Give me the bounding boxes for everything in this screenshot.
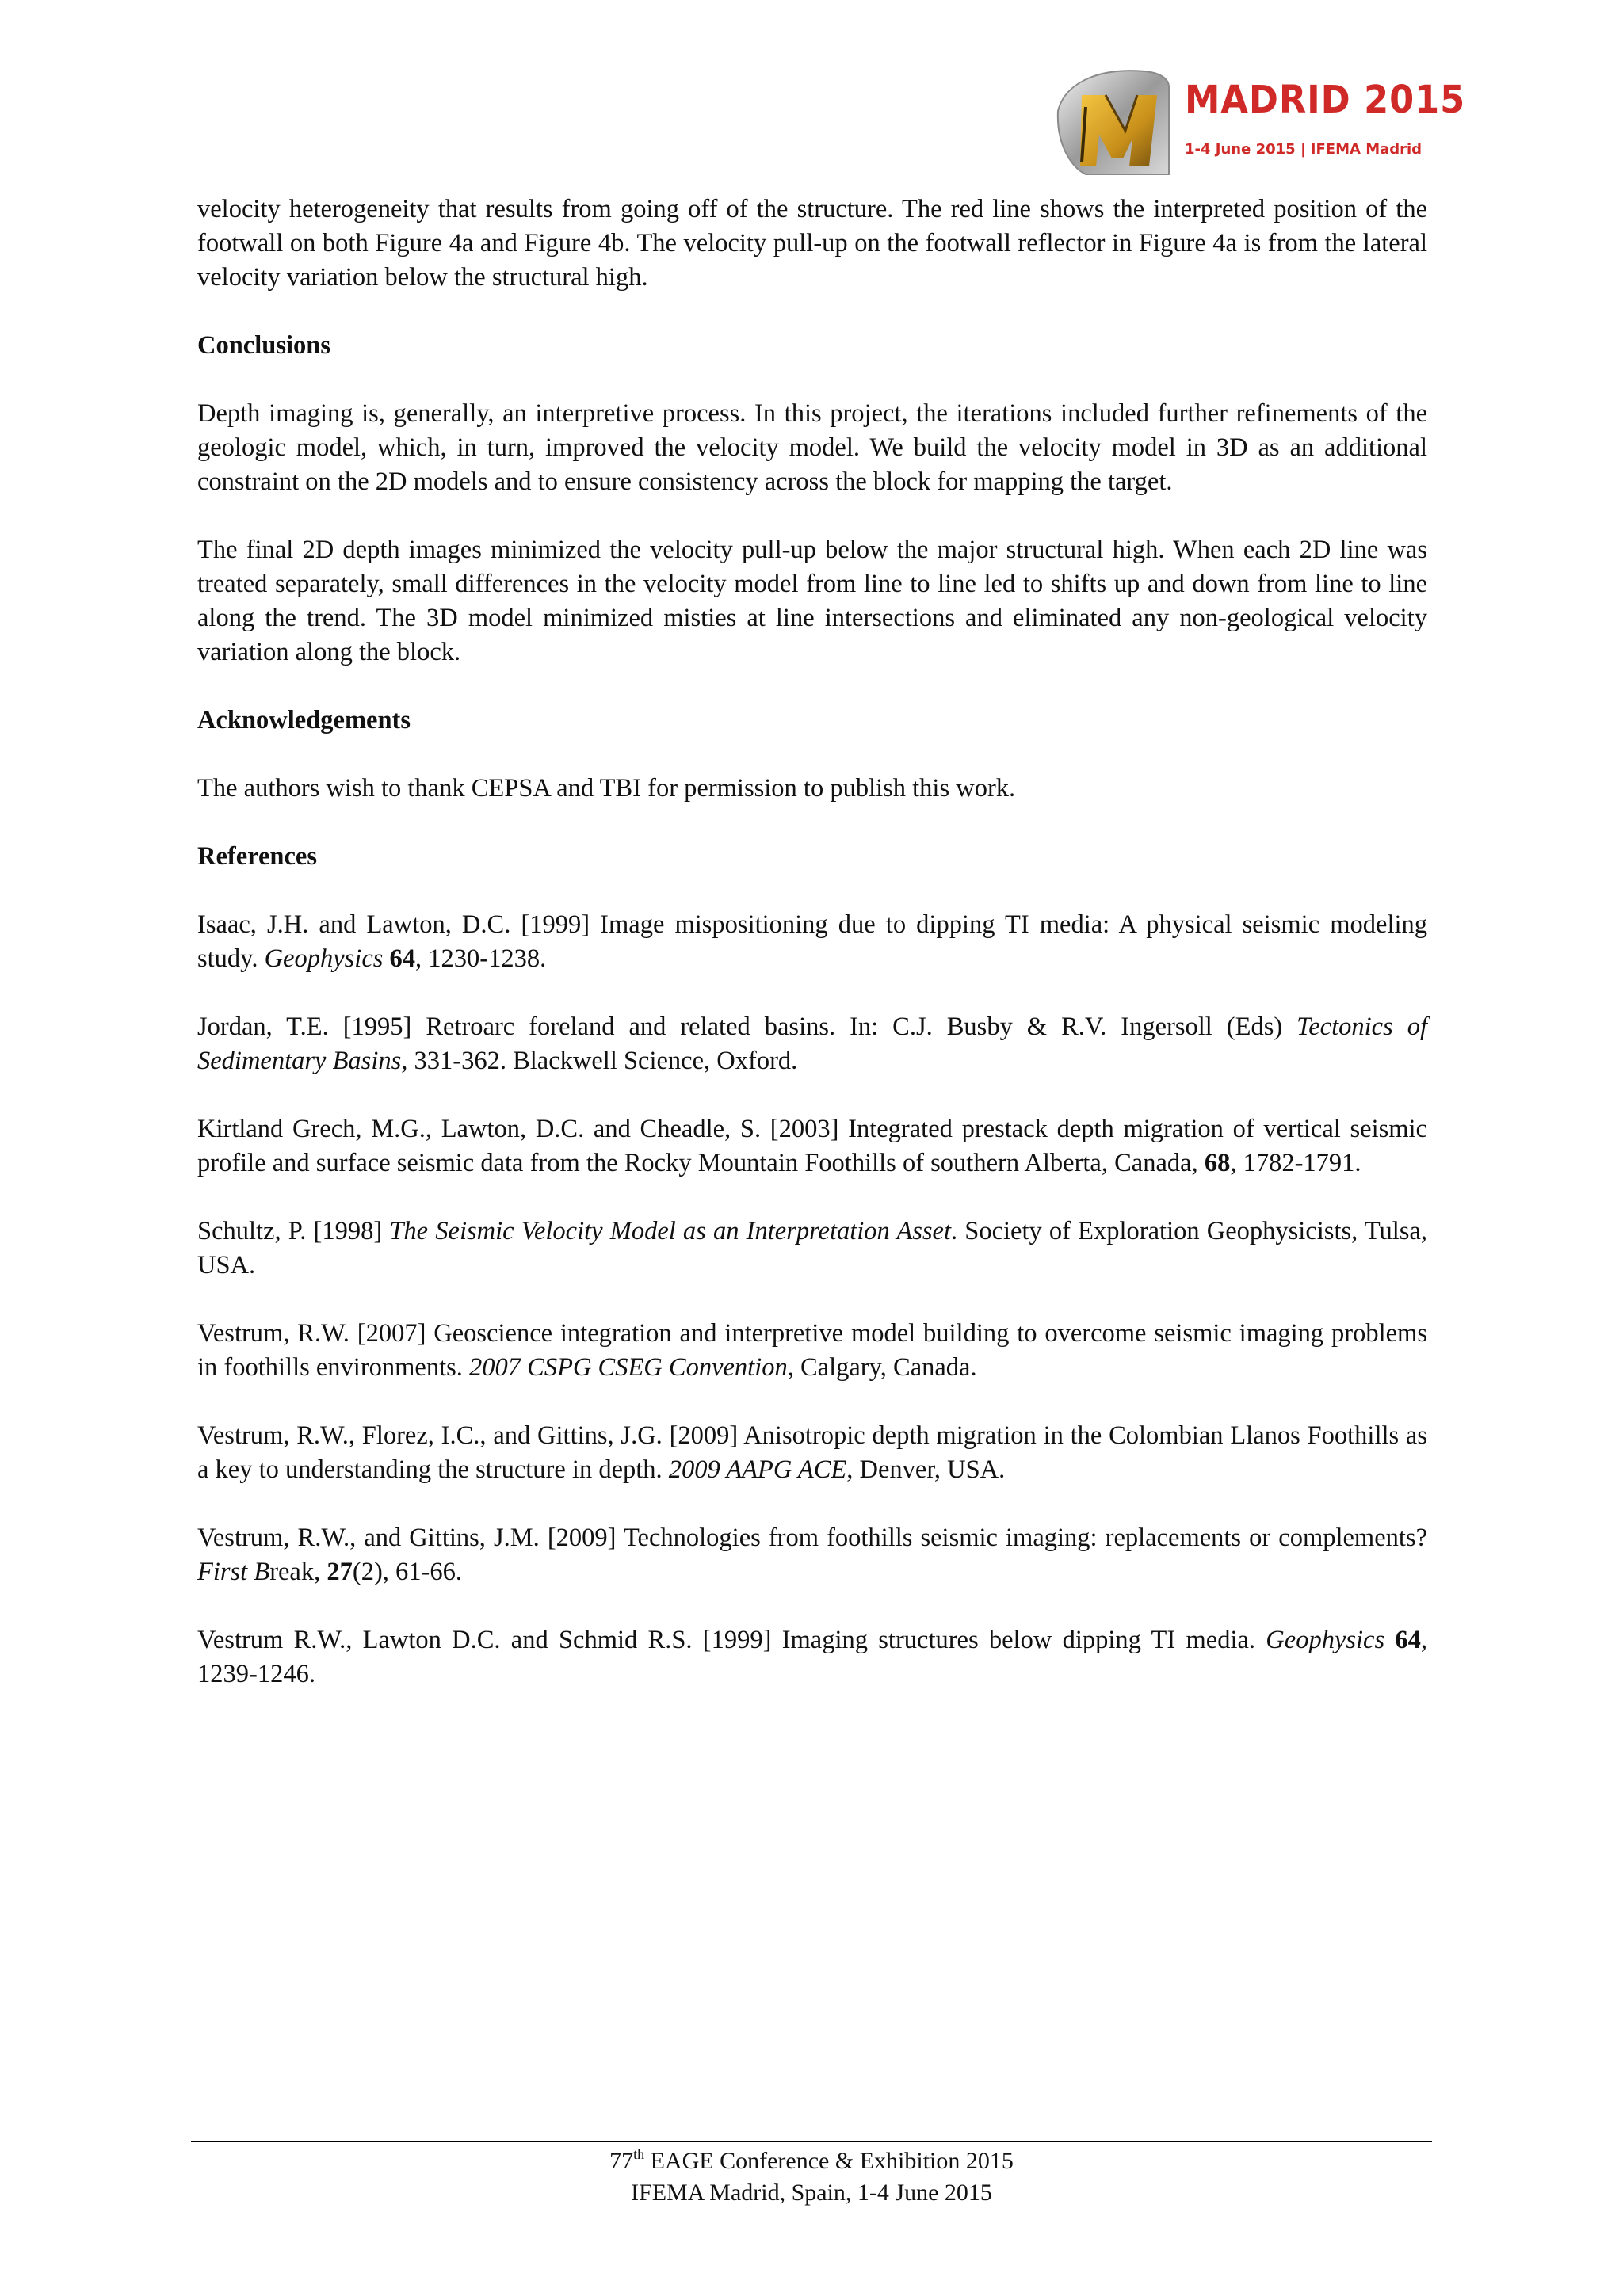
logo-subtitle: 1-4 June 2015 | IFEMA Madrid: [1185, 141, 1423, 158]
references-heading: References: [197, 842, 317, 871]
footer-venue-line: IFEMA Madrid, Spain, 1-4 June 2015: [631, 2180, 992, 2206]
footer-conference-line: 77th EAGE Conference & Exhibition 2015: [609, 2146, 1014, 2174]
main-content: [197, 193, 1427, 1691]
reference-item: Vestrum, R.W. [2007] Geoscience integration and interpretive model building to overcome seismic imaging problems in foothills environments. 2007 CSPG CSEG Convention, Calgary, Canada.: [197, 1319, 1427, 1382]
intro-paragraph: velocity heterogeneity that results from going off of the structure. The red line shows the interpreted position of the footwall on both Figure 4a and Figure 4b. The velocity pull-up on the footwall reflector in Figure 4a is from the lateral velocity variation below the structural high.: [197, 195, 1427, 292]
reference-item: Vestrum, R.W., and Gittins, J.M. [2009] Technologies from foothills seismic imaging: replacements or complements? First Break, 27(2), 61-66.: [197, 1524, 1427, 1586]
footer-divider: [191, 2141, 1432, 2142]
conference-logo: [1050, 63, 1466, 182]
reference-item: Jordan, T.E. [1995] Retroarc foreland and related basins. In: C.J. Busby & R.V. Ingersoll (Eds) Tectonics of Sedimentary Basins, 331-362. Blackwell Science, Oxford.: [197, 1013, 1427, 1075]
reference-item: Vestrum R.W., Lawton D.C. and Schmid R.S. [1999] Imaging structures below dipping TI media. Geophysics 64, 1239-1246.: [197, 1626, 1428, 1688]
acknowledgements-heading: Acknowledgements: [197, 706, 411, 734]
conclusions-paragraph-1: Depth imaging is, generally, an interpretive process. In this project, the iterations included further refinements of the geologic model, which, in turn, improved the velocity model. We build the velocity model in 3D as an additional constraint on the 2D models and to ensure consistency across the block for mapping the target.: [197, 399, 1427, 496]
conclusions-paragraph-2: The final 2D depth images minimized the velocity pull-up below the major structural high. When each 2D line was treated separately, small differences in the velocity model from line to line led to shifts up and down from line to line along the trend. The 3D model minimized misties at line intersections and eliminated any non-geological velocity variation along the block.: [197, 536, 1427, 666]
reference-item: Vestrum, R.W., Florez, I.C., and Gittins, J.G. [2009] Anisotropic depth migration in the Colombian Llanos Foothills as a key to understanding the structure in depth. 2009 AAPG ACE, Denver, USA.: [197, 1421, 1427, 1484]
reference-item: Kirtland Grech, M.G., Lawton, D.C. and Cheadle, S. [2003] Integrated prestack depth migration of vertical seismic profile and surface seismic data from the Rocky Mountain Foothills of southern Alberta, Canada, 68, 1782-1791.: [197, 1115, 1427, 1177]
acknowledgements-text: The authors wish to thank CEPSA and TBI for permission to publish this work.: [197, 774, 1016, 803]
reference-item: Schultz, P. [1998] The Seismic Velocity Model as an Interpretation Asset. Society of Exploration Geophysicists, Tulsa, USA.: [197, 1217, 1428, 1280]
madrid-emblem-icon: [1050, 63, 1177, 182]
logo-title: MADRID 2015: [1185, 78, 1466, 122]
page-footer: [191, 2145, 1432, 2209]
conclusions-heading: Conclusions: [197, 331, 330, 360]
reference-item: Isaac, J.H. and Lawton, D.C. [1999] Image mispositioning due to dipping TI media: A physical seismic modeling study. Geophysics 64, 1230-1238.: [197, 910, 1427, 973]
